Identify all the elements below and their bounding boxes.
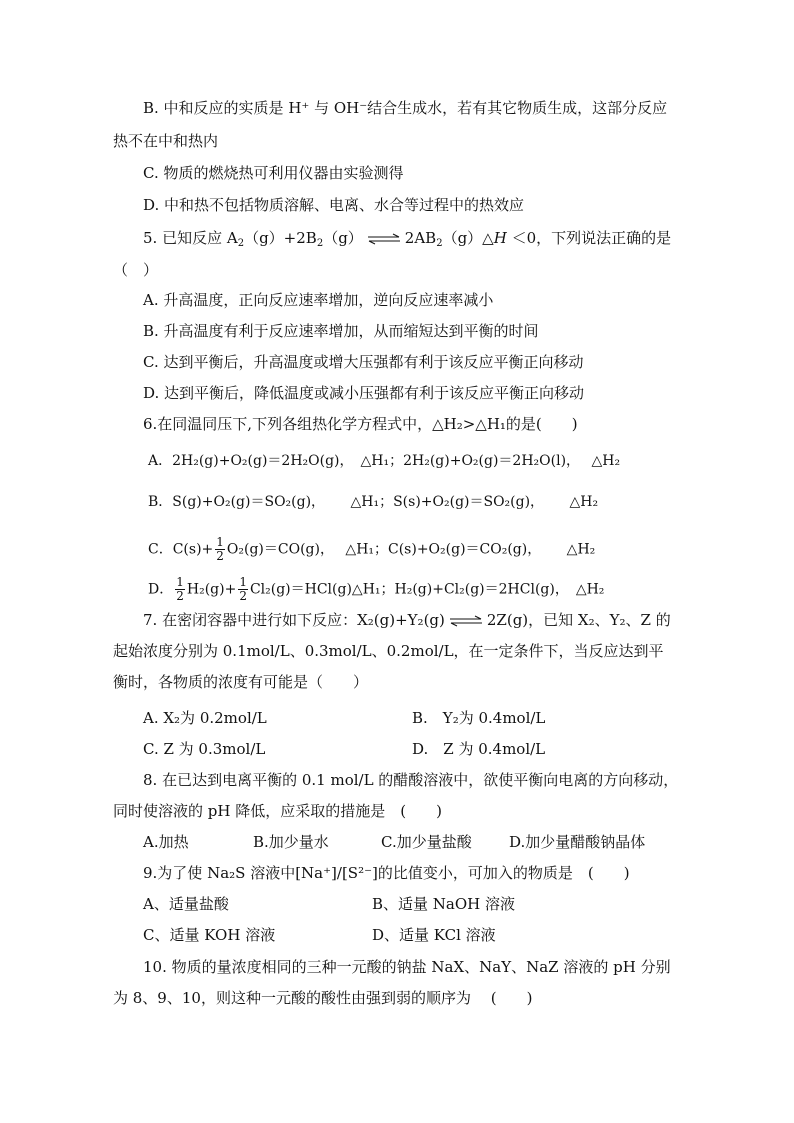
q6-stem: 6.在同温同压下,下列各组热化学方程式中，△H₂>△H₁的是( ) — [143, 415, 578, 433]
q7-option-a: A. X₂为 0.2mol/L — [143, 709, 267, 727]
q4-option-b-line1: B. 中和反应的实质是 H⁺ 与 OH⁻结合生成水，若有其它物质生成，这部分反应 — [143, 99, 668, 117]
q6-option-b: B．S(g)+O₂(g)＝SO₂(g)， △H₁；S(s)+O₂(g)＝SO₂(g)， △H₂ — [148, 494, 599, 510]
q9-stem: 9.为了使 Na₂S 溶液中[Na⁺]/[S²⁻]的比值变小，可加入的物质是 ( ) — [143, 864, 630, 882]
q6-option-c: C．C(s)+ $\frac{1}{2}$ O₂(g)＝CO(g)， △H₁；C(s)+O₂(g)＝CO₂(g)， △H₂ — [148, 535, 596, 563]
q9-option-d: D、适量 KCl 溶液 — [372, 926, 496, 944]
q10-stem-line1: 10. 物质的量浓度相同的三种一元酸的钠盐 NaX、NaY、NaZ 溶液的 pH 分别 — [143, 958, 671, 976]
q8-option-c: C.加少量盐酸 — [381, 833, 472, 851]
q8-option-b: B.加少量水 — [253, 833, 329, 851]
q5-option-a: A. 升高温度，正向反应速率增加，逆向反应速率减小 — [143, 291, 494, 309]
q6-option-a: A．2H₂(g)+O₂(g)＝2H₂O(g)， △H₁；2H₂(g)+O₂(g)＝2H₂O(l)， △H₂ — [148, 453, 621, 469]
q9-option-b: B、适量 NaOH 溶液 — [372, 895, 516, 913]
q8-stem-line2: 同时使溶液的 pH 降低，应采取的措施是 ( ) — [113, 802, 442, 820]
q8-option-d: D.加少量醋酸钠晶体 — [509, 833, 646, 851]
q4-option-b-line2: 热不在中和热内 — [113, 132, 219, 150]
q9-option-c: C、适量 KOH 溶液 — [143, 926, 276, 944]
q8-stem-line1: 8. 在已达到电离平衡的 0.1 mol/L 的醋酸溶液中，欲使平衡向电离的方向移动， — [143, 771, 679, 789]
q5-answer-paren: （ ） — [113, 261, 159, 279]
q7-option-d: D. Z 为 0.4mol/L — [412, 740, 546, 758]
q4-option-c: C. 物质的燃烧热可利用仪器由实验测得 — [143, 164, 404, 182]
q7-option-b: B. Y₂为 0.4mol/L — [412, 709, 546, 727]
q5-option-b: B. 升高温度有利于反应速率增加，从而缩短达到平衡的时间 — [143, 322, 539, 340]
q8-option-a: A.加热 — [143, 833, 189, 851]
fraction-one-half: $\frac{1}{2}$ — [176, 575, 184, 603]
q7-stem-line3: 衡时，各物质的浓度有可能是（ ） — [113, 673, 369, 691]
equilibrium-arrow-icon — [448, 615, 484, 627]
q7-option-c: C. Z 为 0.3mol/L — [143, 740, 266, 758]
fraction-one-half: $\frac{1}{2}$ — [216, 535, 224, 563]
q6-option-d: D． $\frac{1}{2}$ H₂(g)+ $\frac{1}{2}$ Cl₂(g)＝HCl(g)△H₁；H₂(g)+Cl₂(g)＝2HCl(g)， △H₂ — [148, 575, 605, 603]
q7-stem-line1: 7. 在密闭容器中进行如下反应：X₂(g)+Y₂(g) 2Z(g)，已知 X₂、Y₂、Z 的 — [143, 611, 671, 629]
q5-option-d: D. 达到平衡后，降低温度或减小压强都有利于该反应平衡正向移动 — [143, 384, 585, 402]
fraction-one-half: $\frac{1}{2}$ — [239, 575, 247, 603]
q10-stem-line2: 为 8、9、10，则这种一元酸的酸性由强到弱的顺序为 ( ) — [113, 989, 533, 1007]
equilibrium-arrow-icon — [366, 233, 402, 245]
q4-option-d: D. 中和热不包括物质溶解、电离、水合等过程中的热效应 — [143, 196, 525, 214]
q5-stem: 5. 已知反应 $A_2(g)+2B_2(g)$ $2AB_2(g)\triangle H <0$，下列说法正确的是 — [143, 229, 672, 249]
q9-option-a: A、适量盐酸 — [143, 895, 229, 913]
q5-option-c: C. 达到平衡后，升高温度或增大压强都有利于该反应平衡正向移动 — [143, 353, 584, 371]
q7-stem-line2: 起始浓度分别为 0.1mol/L、0.3mol/L、0.2mol/L，在一定条件下，当反应达到平 — [113, 642, 664, 660]
